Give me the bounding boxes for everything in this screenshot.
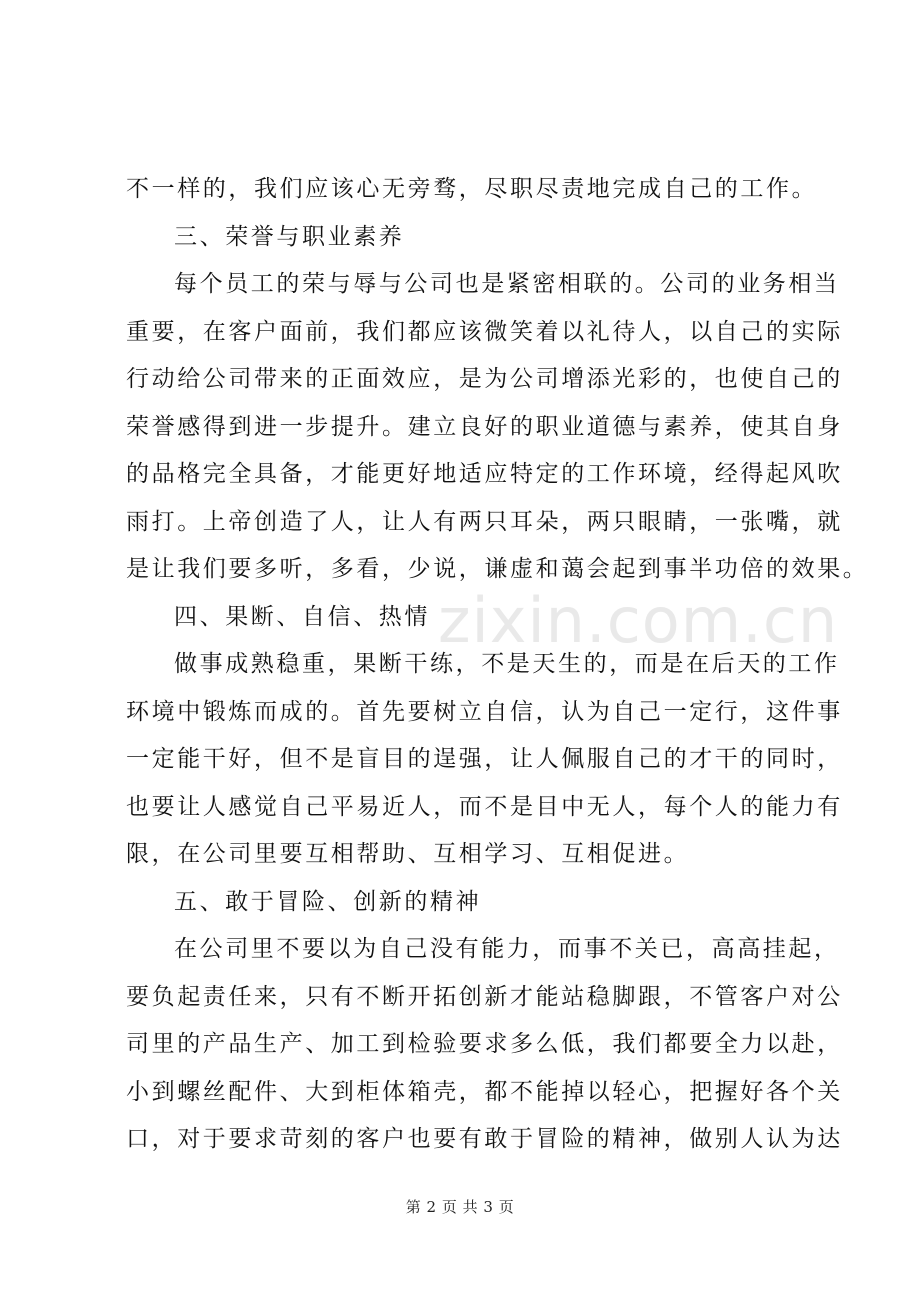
text-line: 每个员工的荣与辱与公司也是紧密相联的。公司的业务相当 — [174, 271, 840, 297]
text-line: 三、荣誉与职业素养 — [174, 223, 405, 250]
page-number-label: 第 2 页 共 3 页 — [405, 1198, 515, 1216]
text-line: 荣誉感得到进一步提升。建立良好的职业道德与素养，使其自身 — [126, 413, 843, 440]
text-line: 口，对于要求苛刻的客户也要有敢于冒险的精神，做别人认为达 — [126, 1126, 843, 1152]
watermark: zixin.com.cn — [438, 584, 839, 657]
text-line: 重要，在客户面前，我们都应该微笑着以礼待人，以自己的实际 — [126, 318, 843, 345]
text-line: 要负起责任来，只有不断开拓创新才能站稳脚跟，不管客户对公 — [126, 983, 843, 1010]
text-line: 的品格完全具备，才能更好地适应特定的工作环境，经得起风吹 — [126, 461, 843, 487]
page-footer — [0, 1196, 920, 1217]
text-line: 是让我们要多听，多看，少说，谦虚和蔼会起到事半功倍的效果。 — [126, 556, 869, 582]
text-line: 司里的产品生产、加工到检验要求多么低，我们都要全力以赴， — [126, 1031, 843, 1057]
text-line: 五、敢于冒险、创新的精神 — [174, 888, 482, 915]
text-line: 雨打。上帝创造了人，让人有两只耳朵，两只眼睛，一张嘴，就 — [126, 508, 843, 535]
text-line: 限，在公司里要互相帮助、互相学习、互相促进。 — [126, 841, 690, 867]
text-line: 环境中锻炼而成的。首先要树立自信，认为自己一定行，这件事 — [126, 698, 843, 725]
text-line: 做事成熟稳重，果断干练，不是天生的，而是在后天的工作 — [174, 651, 840, 677]
document-body — [126, 166, 869, 1164]
text-line: 也要让人感觉自己平易近人，而不是目中无人，每个人的能力有 — [126, 793, 843, 820]
text-line: 四、果断、自信、热情 — [174, 603, 430, 630]
text-line: 小到螺丝配件、大到柜体箱壳，都不能掉以轻心，把握好各个关 — [126, 1078, 843, 1105]
text-line: 行动给公司带来的正面效应，是为公司增添光彩的，也使自己的 — [126, 366, 843, 392]
text-line: 不一样的，我们应该心无旁骛，尽职尽责地完成自己的工作。 — [126, 176, 818, 202]
text-line: 在公司里不要以为自己没有能力，而事不关已，高高挂起， — [174, 936, 840, 962]
text-line: 一定能干好，但不是盲目的逞强，让人佩服自己的才干的同时， — [126, 746, 843, 772]
